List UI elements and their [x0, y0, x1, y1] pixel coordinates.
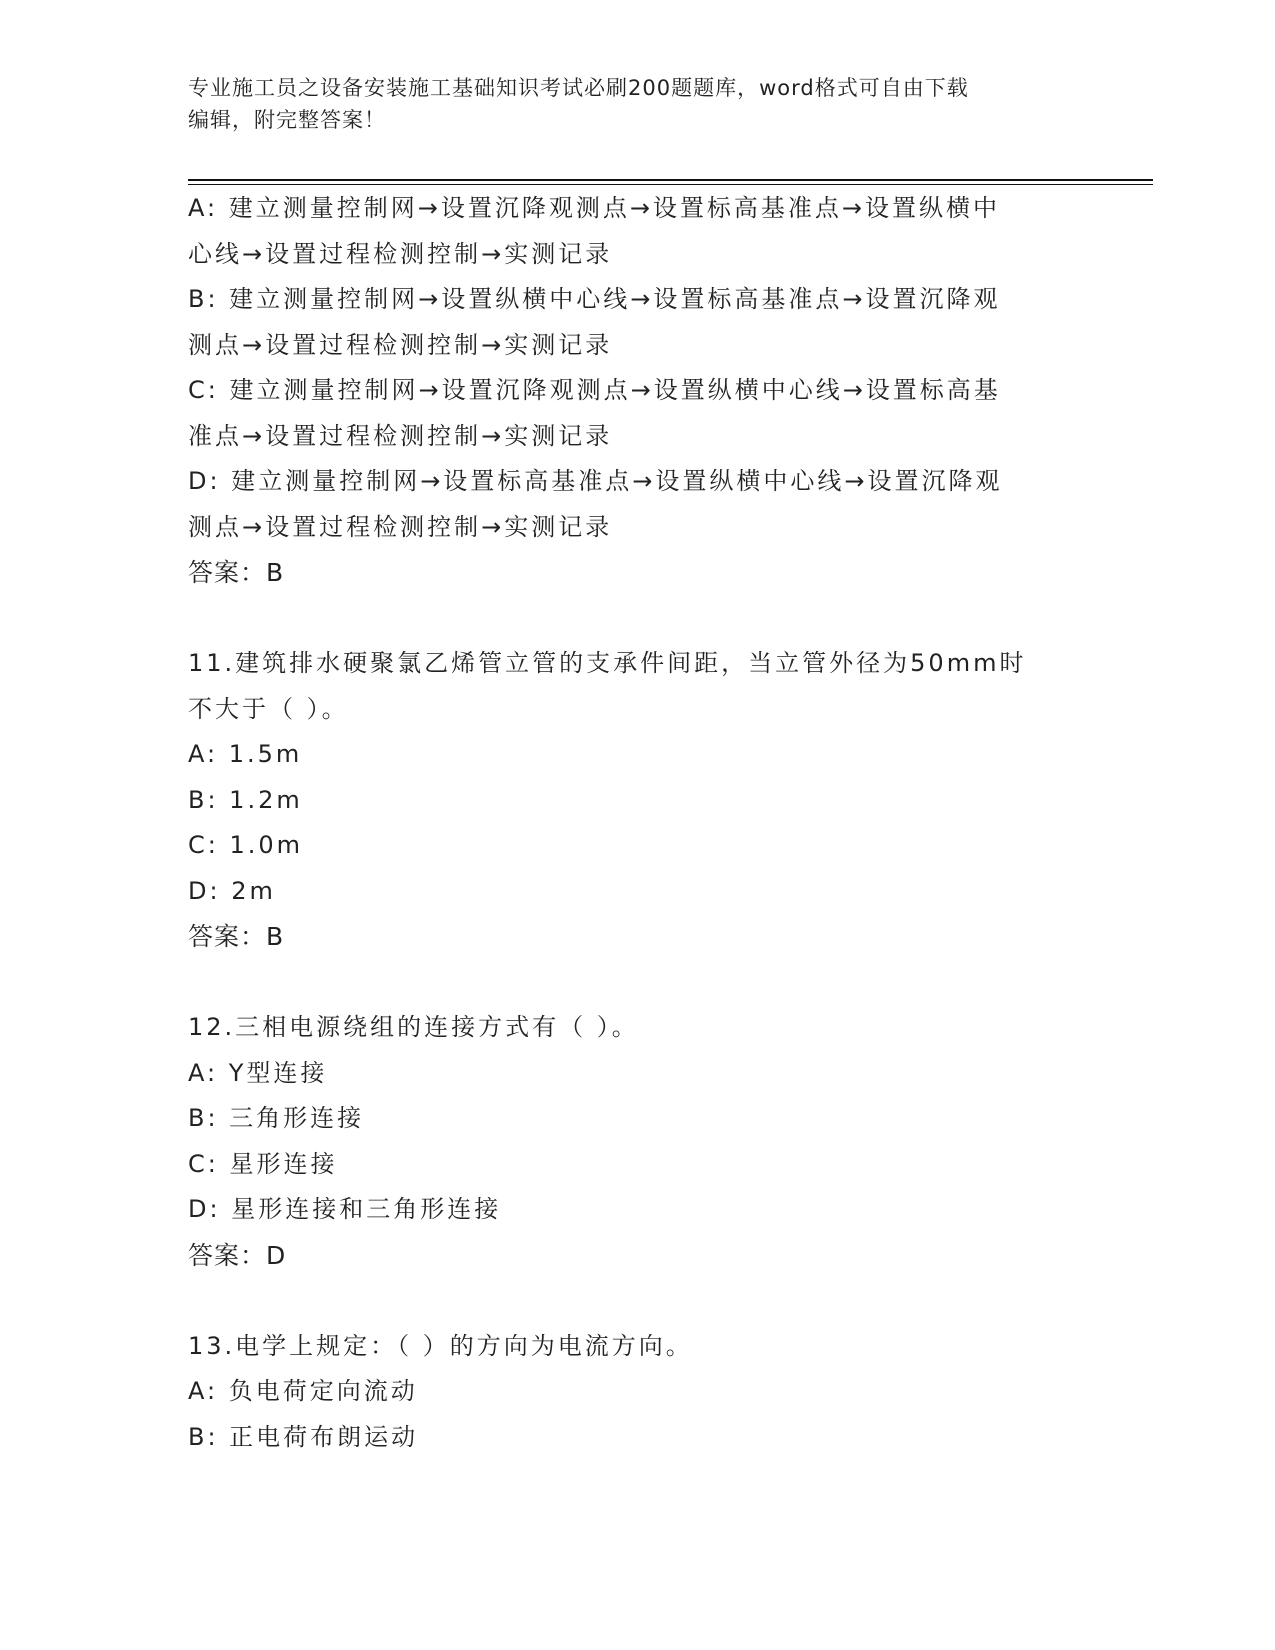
- option-a: A: 负电荷定向流动: [188, 1377, 418, 1405]
- option-b: B: 正电荷布朗运动: [188, 1422, 419, 1451]
- question-stem-line-2: 不大于（ ）。: [188, 694, 349, 723]
- option-d-line-1: D: 建立测量控制网→设置标高基准点→设置纵横中心线→设置沉降观: [188, 467, 1003, 495]
- spacer: [188, 960, 1088, 1006]
- question-13: [188, 1324, 1088, 1461]
- question-stem: 13.电学上规定：（ ）的方向为电流方向。: [188, 1331, 693, 1360]
- answer-q10: 答案：B: [188, 558, 285, 587]
- option-c: C: 1.0m: [188, 831, 304, 859]
- option-c: C: 星形连接: [188, 1149, 338, 1178]
- header-line-1: 专业施工员之设备安装施工基础知识考试必刷200题题库，word格式可自由下载: [188, 76, 969, 100]
- spacer: [188, 596, 1088, 642]
- option-b: B: 1.2m: [188, 785, 303, 814]
- document-header: [188, 72, 1068, 136]
- option-d-line-2: 测点→设置过程检测控制→实测记录: [188, 512, 613, 541]
- option-b: B: 三角形连接: [188, 1104, 365, 1132]
- option-b-line-2: 测点→设置过程检测控制→实测记录: [188, 330, 613, 359]
- option-d: D: 2m: [188, 876, 276, 905]
- option-c-line-2: 准点→设置过程检测控制→实测记录: [188, 421, 613, 450]
- option-a-line-2: 心线→设置过程检测控制→实测记录: [188, 239, 613, 268]
- header-rule-thick: [188, 179, 1153, 181]
- document-body: [188, 186, 1088, 1460]
- question-10-options: [188, 186, 1088, 596]
- option-a: A: 1.5m: [188, 740, 303, 768]
- header-line-2: 编辑，附完整答案！: [188, 108, 386, 132]
- option-d: D: 星形连接和三角形连接: [188, 1195, 502, 1223]
- option-c-line-1: C: 建立测量控制网→设置沉降观测点→设置纵横中心线→设置标高基: [188, 376, 1001, 404]
- question-11: [188, 641, 1088, 960]
- question-stem: 12.三相电源绕组的连接方式有（ ）。: [188, 1013, 639, 1041]
- spacer: [188, 1278, 1088, 1324]
- answer-q12: 答案：D: [188, 1240, 287, 1270]
- option-a-line-1: A: 建立测量控制网→设置沉降观测点→设置标高基准点→设置纵横中: [188, 194, 1001, 222]
- option-b-line-1: B: 建立测量控制网→设置纵横中心线→设置标高基准点→设置沉降观: [188, 285, 1001, 313]
- question-12: [188, 1005, 1088, 1278]
- option-a: A: Y型连接: [188, 1058, 328, 1087]
- header-rule-thin: [188, 184, 1153, 185]
- question-stem-line-1: 11.建筑排水硬聚氯乙烯管立管的支承件间距，当立管外径为50mm时: [188, 649, 1027, 677]
- answer-q11: 答案：B: [188, 922, 285, 951]
